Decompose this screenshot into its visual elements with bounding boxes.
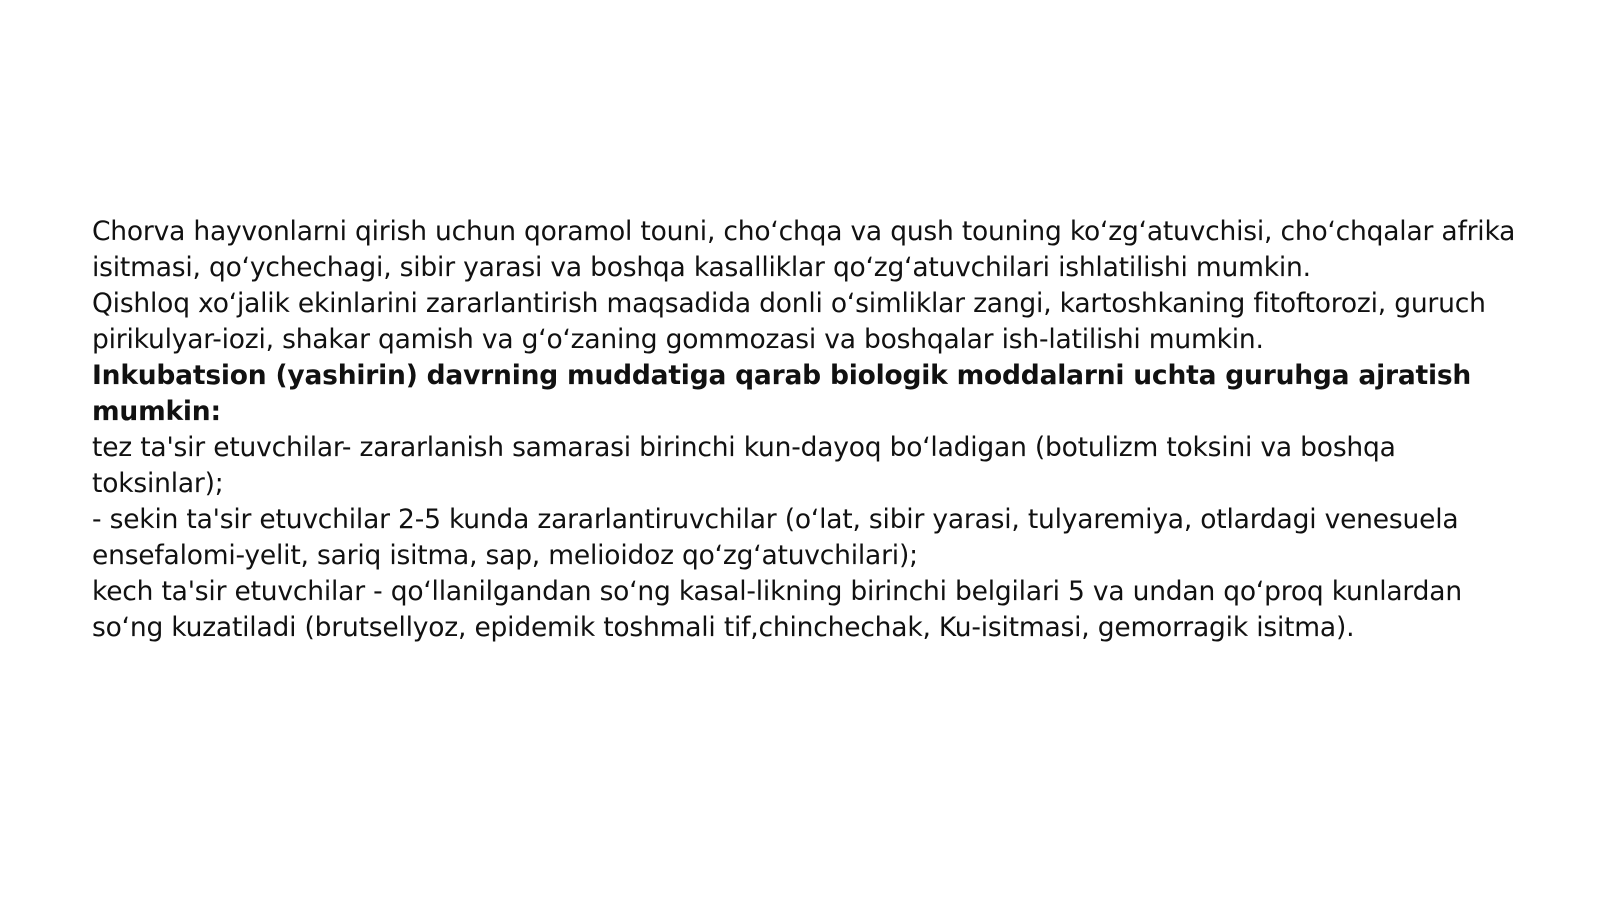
paragraph-slow-acting: - sekin ta'sir etuvchilar 2-5 kunda zararlantiruvchilar (oʻlat, sibir yarasi, tulyaremiya, otlardagi venesuela ensefalomi-yelit, sariq isitma, sap, melioidoz qoʻzgʻatuvchilari); (92, 504, 1459, 571)
paragraph-classification-heading: Inkubatsion (yashirin) davrning muddatiga qarab biologik moddalarni uchta guruhga ajratish mumkin: (92, 360, 1472, 427)
paragraph-livestock-agents: Chorva hayvonlarni qirish uchun qoramol touni, choʻchqa va qush touning koʻzgʻatuvchisi, choʻchqalar afrika isitmasi, qoʻychechagi, sibir yarasi va boshqa kasalliklar qoʻzgʻatuvchilari ishlatilishi mumkin. (92, 216, 1516, 283)
body-text (92, 214, 1522, 646)
paragraph-fast-acting: tez ta'sir etuvchilar- zararlanish samarasi birinchi kun-dayoq boʻladigan (botulizm toksini va boshqa toksinlar); (92, 432, 1396, 499)
paragraph-late-acting: kech ta'sir etuvchilar - qoʻllanilgandan soʻng kasal-likning birinchi belgilari 5 va undan qoʻproq kunlardan soʻng kuzatiladi (brutsellyoz, epidemik toshmali tif,chinchechak, Ku-isitmasi, gemorragik isitma). (92, 576, 1462, 643)
paragraph-crop-agents: Qishloq xoʻjalik ekinlarini zararlantirish maqsadida donli oʻsimliklar zangi, kartoshkaning fitoftorozi, guruch pirikulyar-iozi, shakar qamish va gʻoʻzaning gommozasi va boshqalar ish-latilishi mumkin. (92, 288, 1486, 355)
